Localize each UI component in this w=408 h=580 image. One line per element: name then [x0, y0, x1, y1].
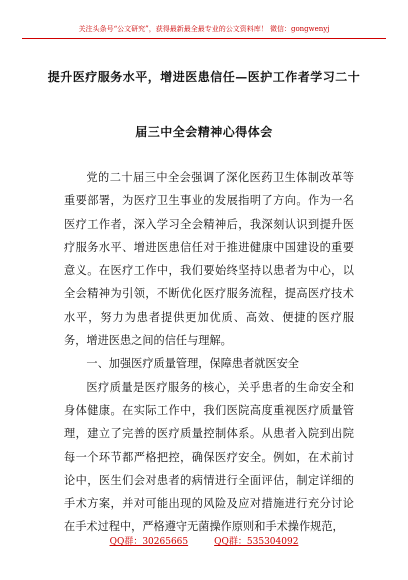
document-title-line-2: 届三中全会精神心得体会 — [135, 125, 273, 139]
header-divider — [22, 38, 386, 39]
header-notice: 关注头条号“公文研究”，获得最新最全最专业的公文资料库！ 微信：gongwenyj — [78, 25, 330, 33]
footer — [0, 534, 408, 547]
footer-qq-group-1: QQ群：30265665 — [109, 537, 189, 547]
paragraph-quality: 医疗质量是医疗服务的核心，关乎患者的生命安全和身体健康。在实际工作中，我们医院高度重视医疗质量管理，建立了完善的医疗质量控制体系。从患者入院到出院每一个环节都严格把控，确保医疗安全。例如，在术前讨论中，医生们会对患者的病情进行全面评估，制定详细的手术方案，并对可能出现的风险及应对措施进行充分讨论在手术过程中，严格遵守无菌操作原则和手术操作规范， — [64, 380, 354, 534]
document-title-line-1: 提升医疗服务水平，增进医患信任—医护工作者学习二十 — [47, 70, 361, 84]
document-body — [64, 166, 354, 539]
section-heading: 一、加强医疗质量管理，保障患者就医安全 — [86, 357, 299, 371]
footer-qq-group-2: QQ群：535304092 — [214, 537, 299, 547]
paragraph-intro: 党的二十届三中全会强调了深化医药卫生体制改革等重要部署，为医疗卫生事业的发展指明了方向。作为一名医疗工作者，深入学习全会精神后，我深刻认识到提升医疗服务水平、增进医患信任对于推进健康中国建设的重要意义。在医疗工作中，我们要始终坚持以患者为中心，以全会精神为引领，不断优化医疗服务流程，提高医疗技术水平，努力为患者提供更加优质、高效、便捷的医疗服务，增进医患之间的信任与理解。 — [64, 171, 354, 348]
